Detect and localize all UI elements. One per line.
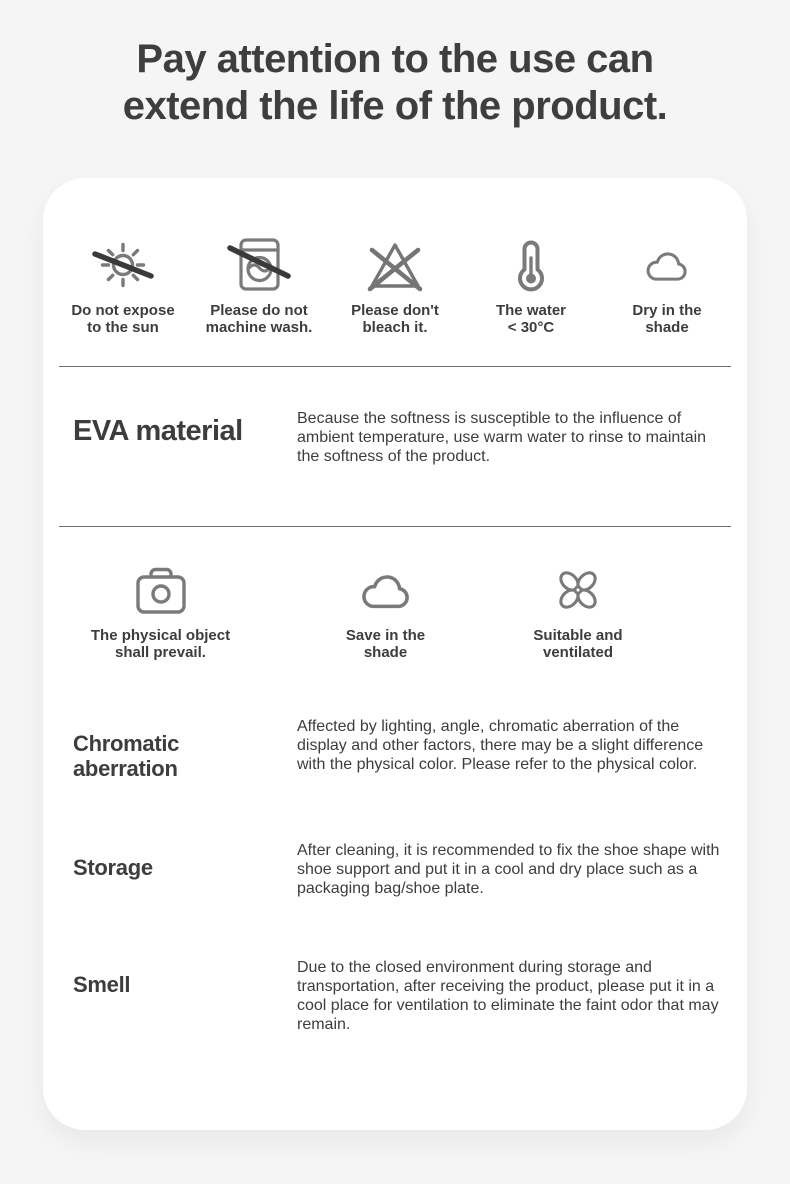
care-item-label: The water < 30°C [495,302,567,336]
care-item-physical-object [53,559,268,661]
info-section-list [43,661,747,1034]
chromatic-aberration-heading: Chromatic aberration [73,731,180,781]
dry-in-shade-cloud-icon [599,234,735,296]
care-icon-row-primary [43,178,747,336]
care-item-no-bleach [327,234,463,336]
care-instructions-card [43,178,747,1130]
care-icon-row-secondary [43,527,747,661]
no-sun-icon [55,234,191,296]
smell-heading: Smell [73,972,131,997]
save-in-shade-cloud-icon [268,559,503,621]
care-item-label: The physical object shall prevail. [90,627,231,661]
section-chromatic-aberration [73,717,723,781]
care-item-no-machine-wash [191,234,327,336]
care-item-label: Dry in the shade [632,302,702,336]
eva-material-heading: EVA material [73,415,243,447]
care-item-no-sun [55,234,191,336]
page-title-line1: Pay attention to the use can [136,37,654,81]
eva-material-section [43,367,747,496]
care-item-ventilated [503,559,653,661]
storage-heading: Storage [73,855,153,880]
care-item-label: Save in the shade [345,627,426,661]
care-item-water-temperature [463,234,599,336]
care-item-save-in-shade [268,559,503,661]
no-bleach-icon [327,234,463,296]
section-smell [73,958,723,1034]
chromatic-aberration-body: Affected by lighting, angle, chromatic aberration of the display and other factors, there may be a slight difference with the physical color. Please refer to the physical color. [297,718,704,773]
section-storage [73,841,723,898]
water-temperature-icon [463,234,599,296]
care-item-label: Suitable and ventilated [533,627,623,661]
page-title-line2: extend the life of the product. [122,84,668,128]
eva-heading-column [73,409,297,448]
camera-icon [53,559,268,621]
care-item-label: Please do not machine wash. [205,302,313,336]
care-item-dry-in-shade [599,234,735,336]
storage-body: After cleaning, it is recommended to fix the shoe shape with shoe support and put it in a cool and dry place such as a packaging bag/shoe plate. [297,842,720,897]
no-machine-wash-icon [191,234,327,296]
care-item-label: Do not expose to the sun [71,302,175,336]
care-item-label: Please don't bleach it. [351,302,439,336]
eva-material-body: Because the softness is susceptible to the influence of ambient temperature, use warm water to rinse to maintain the softness of the product. [297,410,707,465]
smell-body: Due to the closed environment during storage and transportation, after receiving the product, please put it in a cool place for ventilation to eliminate the faint odor that may remain. [297,959,719,1033]
fan-icon [503,559,653,621]
page-title [0,0,790,130]
